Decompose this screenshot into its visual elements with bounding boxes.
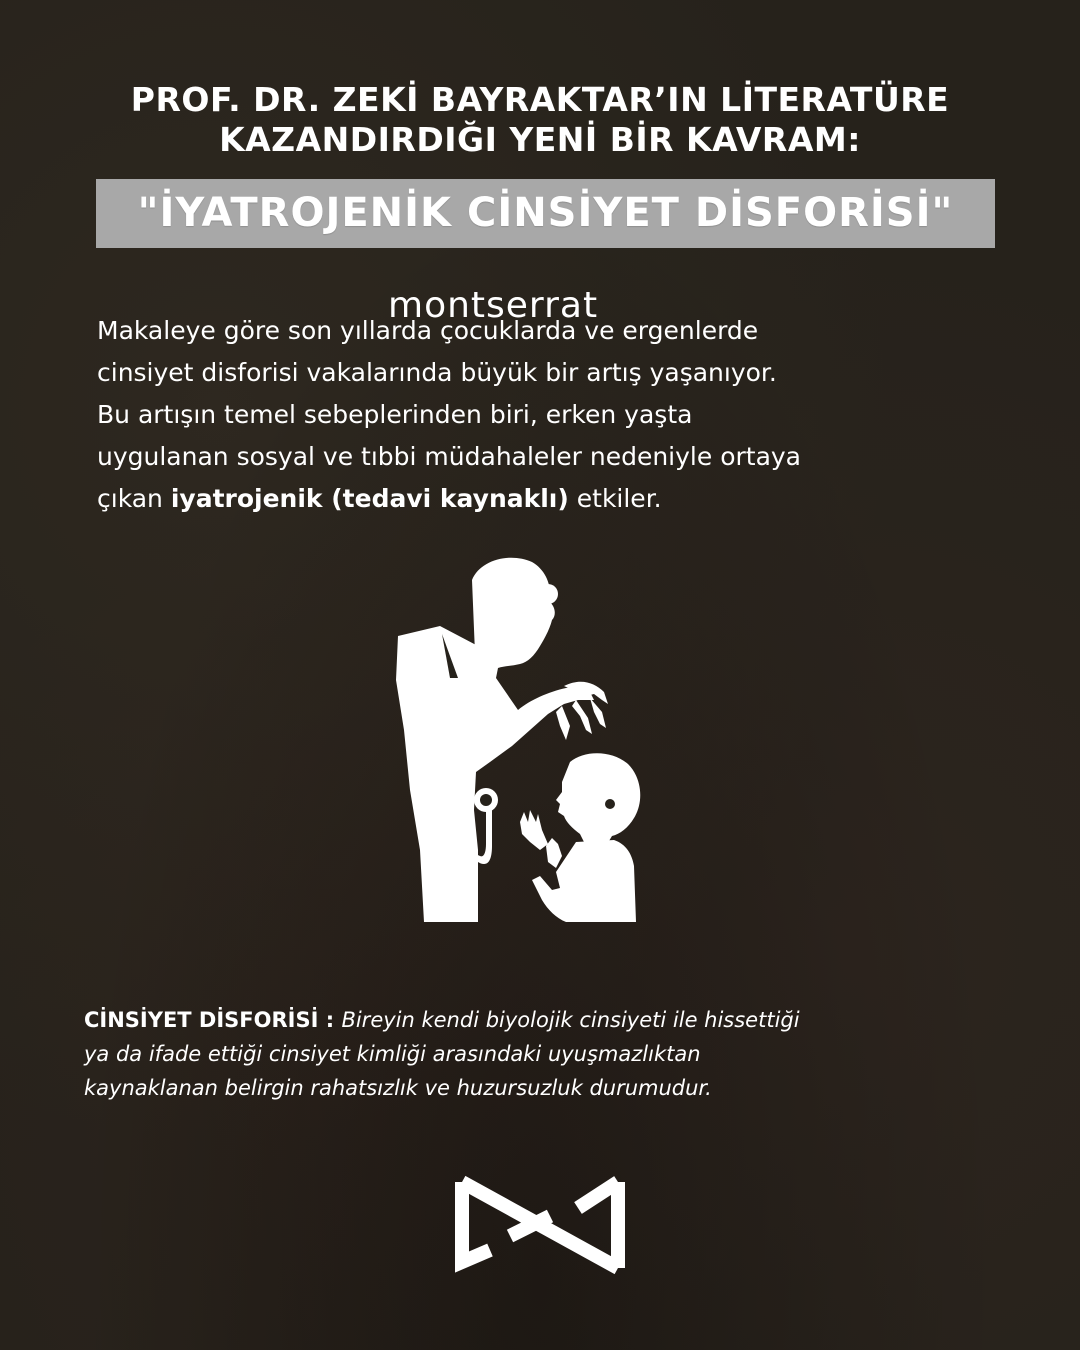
summary-line-5-prefix: çıkan (97, 484, 171, 513)
concept-banner (96, 179, 995, 248)
brand-logo-icon (450, 1172, 630, 1278)
definition-line-1 (84, 1003, 984, 1037)
summary-line-5 (97, 478, 977, 520)
summary-highlight: iyatrojenik (tedavi kaynaklı) (170, 484, 569, 513)
page-title (60, 80, 1020, 160)
summary-line-1: Makaleye göre son yıllarda çocuklarda ve ergenlerde (97, 316, 759, 345)
definition-text-1: Bireyin kendi biyolojik cinsiyeti ile hissettiği (341, 1008, 800, 1032)
article-summary (97, 310, 977, 520)
summary-line-4: uygulanan sosyal ve tıbbi müdahaleler nedeniyle ortaya (97, 442, 802, 471)
definition-text-2: ya da ifade ettiği cinsiyet kimliği arasındaki uyuşmazlıktan (84, 1042, 701, 1066)
summary-line-5-suffix: etkiler. (568, 484, 662, 513)
summary-line-3: Bu artışın temel sebeplerinden biri, erken yaşta (97, 400, 693, 429)
definition-text-3: kaynaklanan belirgin rahatsızlık ve huzursuzluk durumudur. (84, 1076, 712, 1100)
concept-title: "İYATROJENİK CİNSİYET DİSFORİSİ" (137, 190, 954, 236)
definition-term: CİNSİYET DİSFORİSİ : (84, 1008, 342, 1032)
summary-line-2: cinsiyet disforisi vakalarında büyük bir artış yaşanıyor. (97, 358, 777, 387)
title-line-2: KAZANDIRDIĞI YENİ BİR KAVRAM: (219, 120, 861, 159)
font-watermark: montserrat (388, 285, 599, 326)
doctor-child-silhouette-icon (380, 550, 660, 930)
title-line-1: PROF. DR. ZEKİ BAYRAKTAR’IN LİTERATÜRE (130, 80, 950, 119)
definition-block (84, 1003, 984, 1105)
